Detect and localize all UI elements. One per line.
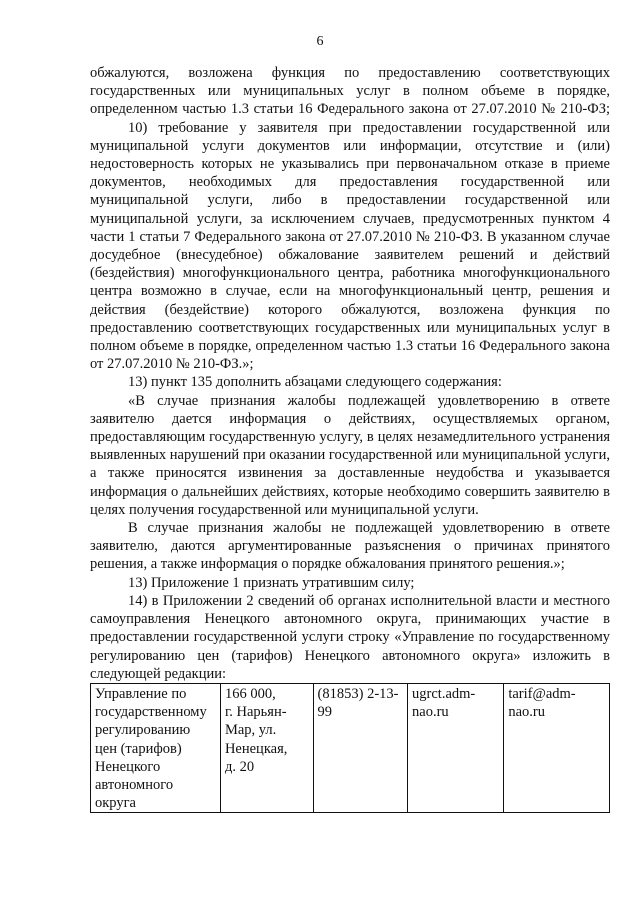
cell-organ-name: Управление по государственному регулированию цен (тарифов) Ненецкого автономного округа (91, 683, 221, 812)
page-number: 6 (316, 34, 324, 49)
paragraph-item-10: 10) требование у заявителя при предоставлении государственной или муниципальной услуги документов или информации, отсутствие и (или) недостоверность которых не указывались при первоначальном отказе в приеме документов, необходимых для предоставления государственной или муниципальной услуги, либо в предоставлении государственной или муниципальной услуги, за исключением случаев, предусмотренных пунктом 4 части 1 статьи 7 Федерального закона от 27.07.2010 № 210-ФЗ. В указанном случае досудебное (внесудебное) обжалование заявителем решений и действий (бездействия) многофункционального центра, работника многофункционального центра возможно в случае, если на многофункциональный центр, решения и действия (бездействие) которого обжалуются, возложена функция по предоставлению соответствующих государственных или муниципальных услуг в полном объеме в порядке, определенном частью 1.3 статьи 16 Федерального закона от 27.07.2010 № 210-ФЗ.»; (90, 119, 610, 373)
paragraph-item-13-clause-135: 13) пункт 135 дополнить абзацами следующего содержания: (128, 374, 502, 391)
document-body (90, 64, 610, 813)
cell-email: tarif@adm- nao.ru (504, 683, 610, 812)
cell-address: 166 000, г. Нарьян- Мар, ул. Ненецкая, д. 20 (220, 683, 313, 812)
paragraph-item-13-appendix-1: 13) Приложение 1 признать утратившим силу; (128, 574, 415, 591)
paragraph-continuation: обжалуются, возложена функция по предоставлению соответствующих государственных или муниципальных услуг в полном объеме в порядке, определенном частью 1.3 статьи 16 Федерального закона от 27.07.2010 № 210-ФЗ; (90, 65, 610, 118)
organ-table (90, 683, 610, 813)
paragraph-item-14-appendix-2: 14) в Приложении 2 сведений об органах исполнительной власти и местного самоуправления Ненецкого автономного округа, принимающих участие в предоставлении государственной услуги строку «Управление по государственному регулированию цен (тарифов) Ненецкого автономного округа» изложить в следующей редакции: (90, 592, 610, 682)
cell-website: ugrct.adm- nao.ru (408, 683, 504, 812)
table-row (91, 683, 610, 812)
paragraph-quote-satisfied: «В случае признания жалобы подлежащей удовлетворению в ответе заявителю дается информация о действиях, осуществляемых органом, предоставляющим государственную услугу, в целях незамедлительного устранения выявленных нарушений при оказании государственной или муниципальной услуги, а также приносятся извинения за доставленные неудобства и указывается информация о дальнейших действиях, которые необходимо совершить заявителю в целях получения государственной или муниципальной услуги. (90, 392, 610, 518)
cell-phone: (81853) 2-13- 99 (313, 683, 408, 812)
paragraph-quote-not-satisfied: В случае признания жалобы не подлежащей удовлетворению в ответе заявителю, даются аргументированные разъяснения о причинах принятого решения, а также информация о порядке обжалования принятого решения.»; (90, 520, 610, 573)
